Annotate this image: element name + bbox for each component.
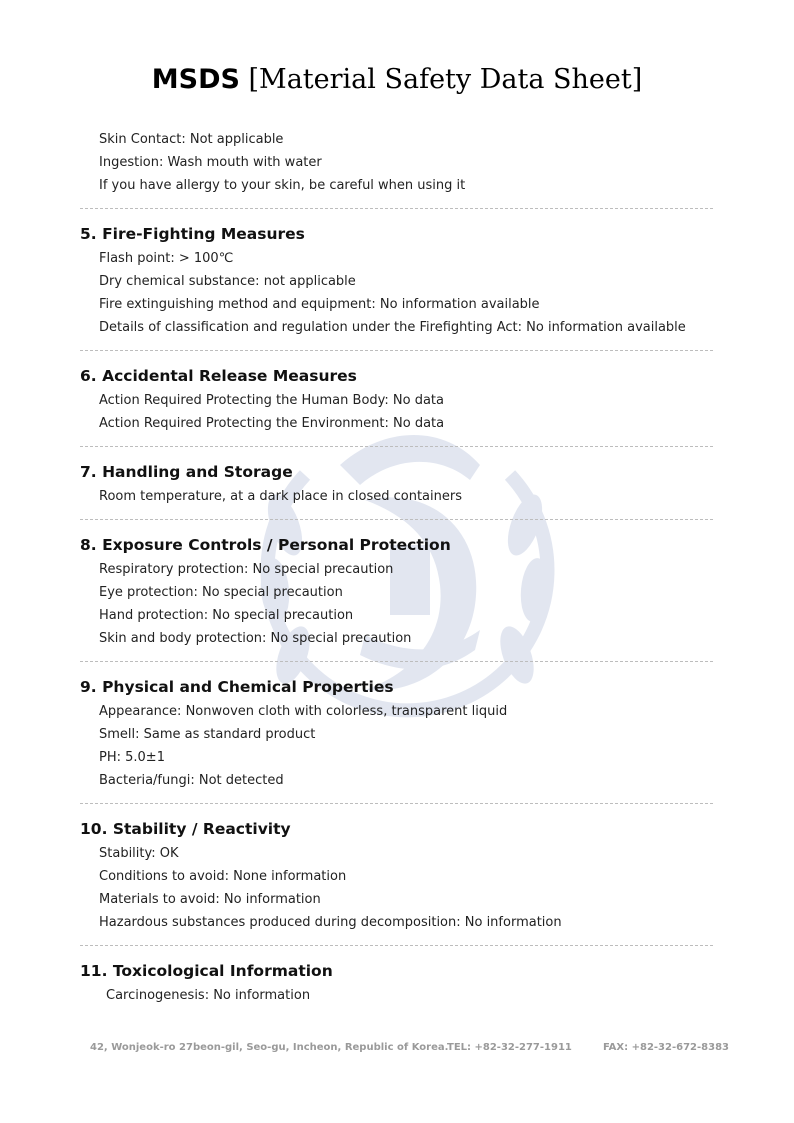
info-line: Hand protection: No special precaution (99, 608, 354, 623)
section-title: 11. Toxicological Information (80, 962, 333, 980)
info-line: Eye protection: No special precaution (99, 585, 343, 600)
title-abbreviation: MSDS (151, 64, 240, 95)
intro-block (80, 128, 713, 197)
footer-telephone: TEL: +82-32-277-1911 (447, 1042, 572, 1053)
section-divider (80, 350, 713, 351)
info-line: Bacteria/fungi: Not detected (99, 773, 284, 788)
info-line: Action Required Protecting the Environment: No data (99, 416, 445, 431)
info-line: Room temperature, at a dark place in closed containers (99, 489, 462, 504)
section-toxicological (80, 958, 713, 1007)
section-divider (80, 519, 713, 520)
info-line: Appearance: Nonwoven cloth with colorless, transparent liquid (99, 704, 508, 719)
section-divider (80, 208, 713, 209)
section-title: 10. Stability / Reactivity (80, 820, 291, 838)
section-divider (80, 446, 713, 447)
info-line: Smell: Same as standard product (99, 727, 316, 742)
info-line: Ingestion: Wash mouth with water (99, 155, 322, 170)
info-line: Hazardous substances produced during decomposition: No information (99, 915, 562, 930)
section-divider (80, 945, 713, 946)
section-divider (80, 803, 713, 804)
document-body (80, 128, 713, 1007)
info-line: Skin Contact: Not applicable (99, 132, 284, 147)
section-stability-reactivity (80, 816, 713, 934)
info-line: Flash point: > 100℃ (99, 251, 234, 266)
section-handling-storage (80, 459, 713, 508)
info-line: If you have allergy to your skin, be careful when using it (99, 178, 466, 193)
title-full-name: [Material Safety Data Sheet] (248, 64, 643, 95)
section-title: 5. Fire-Fighting Measures (80, 225, 305, 243)
info-line: Conditions to avoid: None information (99, 869, 347, 884)
section-physical-chemical (80, 674, 713, 792)
section-title: 9. Physical and Chemical Properties (80, 678, 394, 696)
info-line: PH: 5.0±1 (99, 750, 165, 765)
section-accidental-release (80, 363, 713, 435)
footer-fax: FAX: +82-32-672-8383 (603, 1042, 729, 1053)
footer-address: 42, Wonjeok-ro 27beon-gil, Seo-gu, Incheon, Republic of Korea. (90, 1042, 449, 1053)
info-line: Dry chemical substance: not applicable (99, 274, 356, 289)
section-exposure-controls (80, 532, 713, 650)
section-fire-fighting (80, 221, 713, 339)
info-line: Respiratory protection: No special precaution (99, 562, 394, 577)
section-title: 7. Handling and Storage (80, 463, 293, 481)
info-line: Action Required Protecting the Human Body: No data (99, 393, 444, 408)
info-line: Fire extinguishing method and equipment: No information available (99, 297, 540, 312)
info-line: Stability: OK (99, 846, 179, 861)
page-title (0, 64, 794, 95)
info-line: Carcinogenesis: No information (106, 988, 311, 1003)
info-line: Details of classification and regulation under the Firefighting Act: No information available (99, 320, 686, 335)
section-title: 6. Accidental Release Measures (80, 367, 357, 385)
info-line: Materials to avoid: No information (99, 892, 321, 907)
section-title: 8. Exposure Controls / Personal Protection (80, 536, 451, 554)
info-line: Skin and body protection: No special precaution (99, 631, 412, 646)
section-divider (80, 661, 713, 662)
